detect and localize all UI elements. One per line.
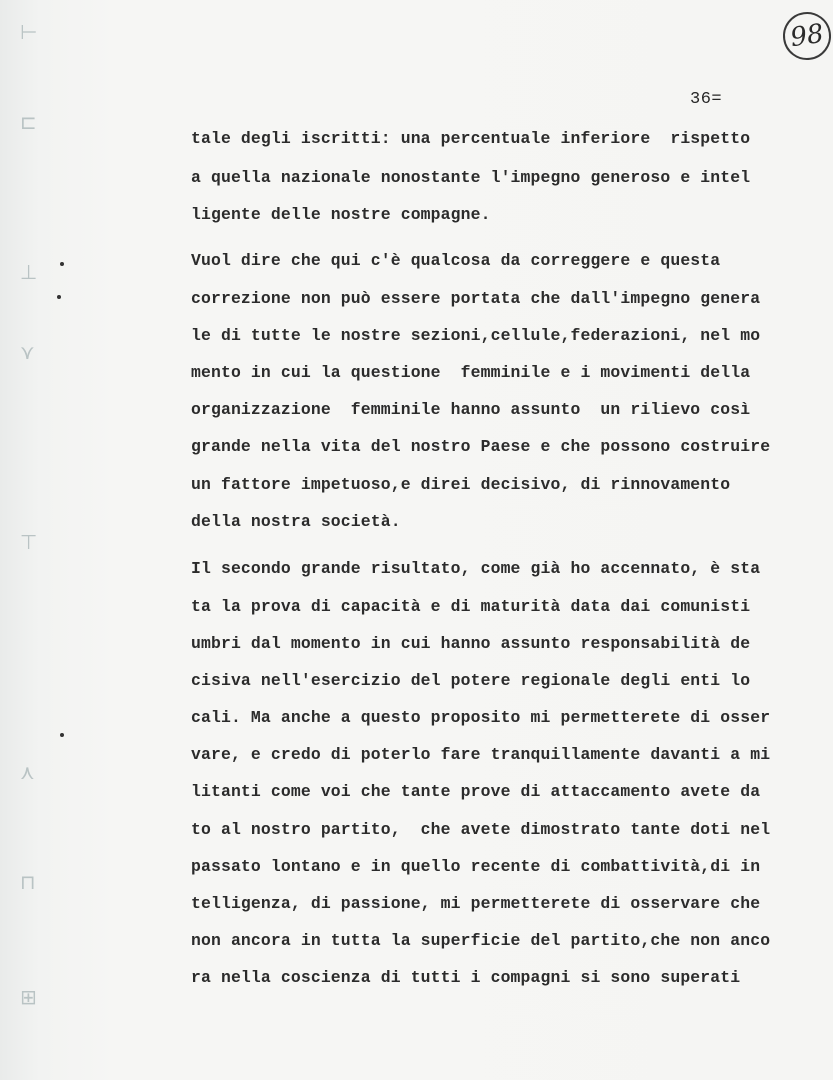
- binding-hole-mark: ⊢: [20, 20, 38, 44]
- text-line: correzione non può essere portata che dall'impegno genera: [191, 289, 761, 308]
- text-line: litanti come voi che tante prove di attaccamento avete da: [191, 782, 761, 801]
- text-line: ta la prova di capacità e di maturità data dai comunisti: [191, 597, 751, 616]
- text-line: Vuol dire che qui c'è qualcosa da correggere e questa: [191, 251, 721, 270]
- text-line: grande nella vita del nostro Paese e che possono costruire: [191, 437, 771, 456]
- binding-hole-mark: ⊥: [20, 260, 38, 284]
- binding-strip: [0, 0, 46, 1080]
- text-line: passato lontano e in quello recente di combattività,di in: [191, 857, 761, 876]
- text-line: un fattore impetuoso,e direi decisivo, di rinnovamento: [191, 475, 731, 494]
- text-line: ligente delle nostre compagne.: [191, 205, 491, 224]
- text-line: non ancora in tutta la superficie del partito,che non anco: [191, 931, 771, 950]
- margin-mark: [60, 262, 64, 266]
- text-line: Il secondo grande risultato, come già ho accennato, è sta: [191, 559, 761, 578]
- text-line: le di tutte le nostre sezioni,cellule,federazioni, nel mo: [191, 326, 761, 345]
- binding-hole-mark: ⊞: [20, 985, 37, 1009]
- text-line: to al nostro partito, che avete dimostrato tante doti nel: [191, 820, 771, 839]
- text-line: mento in cui la questione femminile e i movimenti della: [191, 363, 751, 382]
- page-number: 36=: [690, 90, 723, 109]
- binding-hole-mark: ⊓: [20, 870, 36, 894]
- binding-hole-mark: ⊏: [20, 110, 37, 134]
- binding-hole-mark: ⋎: [20, 340, 35, 364]
- text-line: della nostra società.: [191, 512, 401, 531]
- text-line: vare, e credo di poterlo fare tranquillamente davanti a mi: [191, 745, 771, 764]
- margin-mark: [57, 295, 61, 299]
- text-line: umbri dal momento in cui hanno assunto responsabilità de: [191, 634, 751, 653]
- text-line: cisiva nell'esercizio del potere regionale degli enti lo: [191, 671, 751, 690]
- text-line: ra nella coscienza di tutti i compagni si sono superati: [191, 968, 741, 987]
- text-line: tale degli iscritti: una percentuale inferiore rispetto: [191, 129, 751, 148]
- text-line: a quella nazionale nonostante l'impegno generoso e intel: [191, 168, 751, 187]
- text-line: cali. Ma anche a questo proposito mi permetterete di osser: [191, 708, 771, 727]
- binding-hole-mark: ⊤: [20, 530, 38, 554]
- text-line: organizzazione femminile hanno assunto un rilievo così: [191, 400, 751, 419]
- margin-mark: [60, 733, 64, 737]
- binding-hole-mark: ⋏: [20, 760, 35, 784]
- archive-number-circled: 98: [780, 9, 833, 63]
- text-line: telligenza, di passione, mi permetterete di osservare che: [191, 894, 761, 913]
